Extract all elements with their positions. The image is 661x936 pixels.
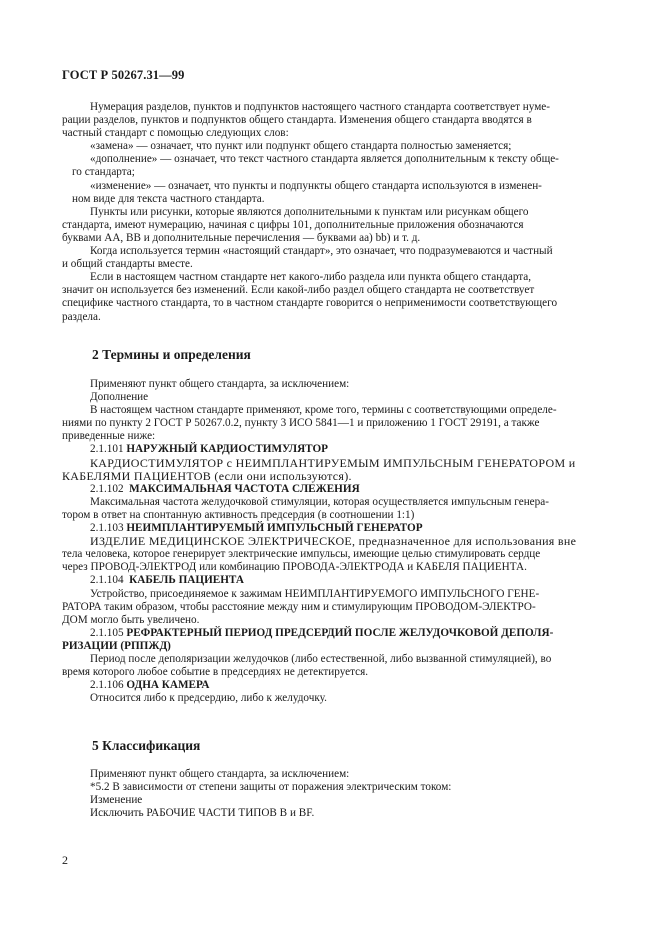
term-number: 2.1.101	[90, 443, 124, 456]
intro-line: Когда используется термин «настоящий стандарт», это означает, что подразумеваются и частный	[90, 245, 553, 258]
term-number: 2.1.102	[90, 482, 124, 495]
term-definition: ИЗДЕЛИЕ МЕДИЦИНСКОЕ ЭЛЕКТРИЧЕСКОЕ, предназначенное для использования вне	[90, 534, 577, 549]
term-heading	[62, 627, 600, 640]
page-number: 2	[62, 853, 68, 867]
intro-line: «изменение» — означает, что пункты и подпункты общего стандарта используются в изменен-	[90, 179, 542, 192]
body-line: Изменение	[90, 794, 143, 807]
intro-line: значит он используется без изменений. Если какой-либо раздел общего стандарта не соответствует	[62, 284, 535, 297]
term-name: НЕИМПЛАНТИРУЕМЫЙ ИМПУЛЬСНЫЙ ГЕНЕРАТОР	[126, 522, 423, 535]
body-line: приведенные ниже:	[62, 430, 156, 443]
term-definition: Период после деполяризации желудочков (либо естественной, либо вызванной стимуляцией), во	[90, 652, 552, 665]
body-line: Дополнение	[90, 391, 149, 404]
intro-line: «дополнение» — означает, что текст частного стандарта является дополнительным к тексту обще-	[90, 153, 559, 166]
term-name: НАРУЖНЫЙ КАРДИОСТИМУЛЯТОР	[126, 443, 329, 456]
document-code: ГОСТ Р 50267.31—99	[62, 68, 185, 82]
term-heading	[62, 443, 600, 456]
intro-line: Пункты или рисунки, которые являются дополнительными к пунктам или рисункам общего	[90, 205, 529, 218]
intro-line: Нумерация разделов, пунктов и подпунктов настоящего частного стандарта соответствует нуме-	[90, 101, 550, 113]
section-2-body	[62, 378, 600, 705]
term-definition: КАРДИОСТИМУЛЯТОР с НЕИМПЛАНТИРУЕМЫМ ИМПУЛЬСНЫМ ГЕНЕРАТОРОМ и	[90, 455, 576, 470]
term-name: РЕФРАКТЕРНЫЙ ПЕРИОД ПРЕДСЕРДИЙ ПОСЛЕ ЖЕЛУДОЧКОВОЙ ДЕПОЛЯ-	[126, 626, 554, 639]
body-line: Исключить РАБОЧИЕ ЧАСТИ ТИПОВ В и BF.	[90, 807, 315, 820]
term-definition: ДОМ могло быть увеличено.	[62, 613, 200, 626]
intro-line: буквами АА, ВВ и дополнительные перечисления — буквами аа) bb) и т. д.	[62, 231, 421, 244]
body-line: *5.2 В зависимости от степени защиты от поражения электрическим током:	[90, 781, 452, 794]
intro-line: специфике частного стандарта, то в частном стандарте говорится о неприменимости соответствующего	[62, 297, 558, 310]
term-definition: Максимальная частота желудочковой стимуляции, которая осуществляется импульсным генера-	[90, 495, 549, 508]
body-line: Применяют пункт общего стандарта, за исключением:	[90, 768, 350, 780]
term-name: КАБЕЛЬ ПАЦИЕНТА	[129, 574, 244, 587]
intro-line: «замена» — означает, что пункт или подпункт общего стандарта полностью заменяется;	[90, 140, 512, 153]
intro-line: частный стандарт с помощью следующих слов:	[62, 127, 289, 140]
term-name: ОДНА КАМЕРА	[126, 679, 210, 692]
intro-line: раздела.	[62, 310, 101, 323]
section-5-title: 5 Классификация	[92, 738, 201, 753]
term-definition: тела человека, которое генерирует электрические импульсы, имеющие целью стимулировать сердце	[62, 548, 541, 561]
section-2-title: 2 Термины и определения	[92, 347, 251, 362]
term-definition: Устройство, присоединяемое к зажимам НЕИМПЛАНТИРУЕМОГО ИМПУЛЬСНОГО ГЕНЕ-	[90, 587, 540, 600]
term-definition: Относится либо к предсердию, либо к желудочку.	[90, 692, 327, 705]
term-heading	[62, 679, 600, 692]
term-definition: КАБЕЛЯМИ ПАЦИЕНТОВ (если они используются).	[62, 468, 352, 483]
intro-line: Если в настоящем частном стандарте нет какого-либо раздела или пункта общего стандарта,	[90, 271, 532, 284]
body-line: ниями по пункту 2 ГОСТ Р 50267.0.2, пункту 3 ИСО 5841—1 и приложению 1 ГОСТ 29191, а также	[62, 417, 540, 430]
intro-line: рации разделов, пунктов и подпунктов общего стандарта. Изменения общего стандарта вводятся в	[62, 114, 532, 127]
term-definition: время которого любое событие в предсердиях не детектируется.	[62, 666, 369, 679]
term-number: 2.1.103	[90, 522, 124, 535]
term-number: 2.1.104	[90, 574, 124, 587]
intro-line: го стандарта;	[72, 166, 135, 179]
term-number: 2.1.105	[90, 626, 124, 639]
term-name: МАКСИМАЛЬНАЯ ЧАСТОТА СЛЕЖЕНИЯ	[129, 482, 360, 495]
intro-block	[62, 101, 600, 324]
intro-line: стандарта, имеют нумерацию, начиная с цифры 101, дополнительные приложения обозначаются	[62, 218, 524, 231]
term-heading	[62, 483, 600, 496]
term-definition: РАТОРА таким образом, чтобы расстояние между ним и стимулирующим ПРОВОДОМ-ЭЛЕКТРО-	[62, 600, 536, 613]
body-line: Применяют пункт общего стандарта, за исключением:	[90, 378, 350, 390]
term-definition: тором в ответ на спонтанную активность предсердия (в соотношении 1:1)	[62, 508, 415, 521]
body-line: В настоящем частном стандарте применяют, кроме того, термины с соответствующими определе-	[90, 404, 557, 417]
intro-line: ном виде для текста частного стандарта.	[72, 192, 265, 205]
term-heading	[62, 574, 600, 587]
term-definition: через ПРОВОД-ЭЛЕКТРОД или комбинацию ПРОВОДА-ЭЛЕКТРОДА и КАБЕЛЯ ПАЦИЕНТА.	[62, 561, 527, 574]
term-number: 2.1.106	[90, 679, 124, 692]
term-name-continued: РИЗАЦИИ (РППЖД)	[62, 639, 171, 652]
section-5-body	[62, 768, 600, 820]
intro-line: и общий стандарты вместе.	[62, 258, 193, 271]
